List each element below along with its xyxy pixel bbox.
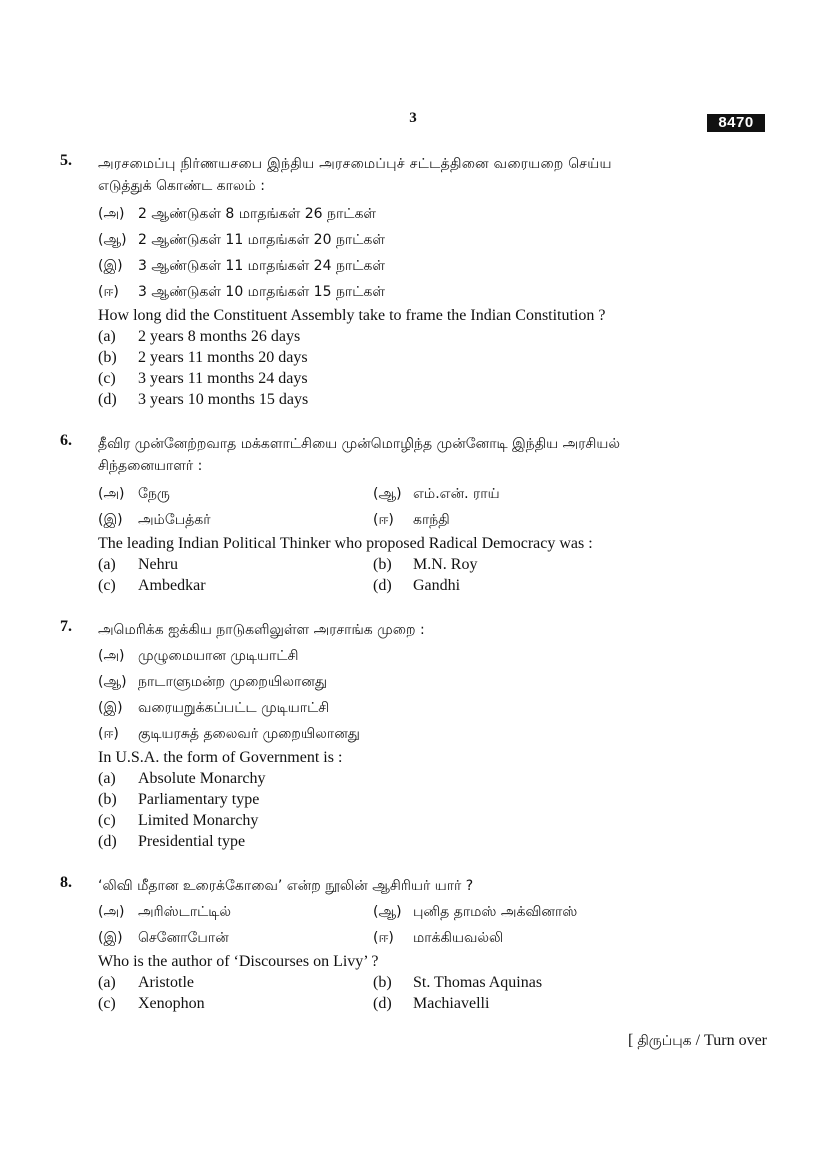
- tamil-option: (இ) 3 ஆண்டுகள் 11 மாதங்கள் 24 நாட்கள்: [98, 258, 385, 274]
- tamil-option: (இ) வரையறுக்கப்பட்ட முடியாட்சி: [98, 700, 330, 716]
- english-question: In U.S.A. the form of Government is :: [98, 749, 343, 766]
- tamil-option: (அ) 2 ஆண்டுகள் 8 மாதங்கள் 26 நாட்கள்: [98, 206, 377, 222]
- tamil-question: [98, 151, 770, 199]
- question-number: 8.: [60, 874, 72, 891]
- tamil-options: [98, 643, 770, 747]
- tamil-option: (ஈ) மாக்கியவல்லி: [373, 930, 504, 946]
- english-question: Who is the author of ‘Discourses on Livy’ ?: [98, 953, 379, 970]
- english-option: (d) Machiavelli: [373, 995, 490, 1012]
- tamil-option: (ஆ) நாடாளுமன்ற முறையிலானது: [98, 674, 327, 690]
- tamil-option: (அ) முழுமையான முடியாட்சி: [98, 648, 299, 664]
- footer-separator: /: [695, 1032, 701, 1049]
- english-option: (c) Xenophon: [98, 995, 205, 1012]
- english-option: (d) 3 years 10 months 15 days: [98, 391, 309, 408]
- tamil-option: (இ) அம்பேத்கர்: [98, 512, 211, 528]
- english-option: (b) St. Thomas Aquinas: [373, 974, 543, 991]
- tamil-question: [98, 431, 770, 479]
- tamil-options: [98, 201, 770, 305]
- tamil-question: [98, 617, 770, 643]
- tamil-options: [98, 481, 770, 533]
- tamil-question: [98, 873, 770, 899]
- english-option: (a) Nehru: [98, 556, 178, 573]
- english-option: (a) 2 years 8 months 26 days: [98, 328, 301, 345]
- tamil-question-line: ‘லிவி மீதான உரைக்கோவை’ என்ற நூலின் ஆசிரியர் யார் ?: [98, 878, 474, 894]
- tamil-option: (ஈ) குடியரசுத் தலைவர் முறையிலானது: [98, 726, 360, 742]
- question-number: 5.: [60, 152, 72, 169]
- english-option: (c) 3 years 11 months 24 days: [98, 370, 308, 387]
- english-option: (d) Gandhi: [373, 577, 461, 594]
- paper-code-badge: 8470: [707, 114, 765, 132]
- tamil-option: (ஆ) 2 ஆண்டுகள் 11 மாதங்கள் 20 நாட்கள்: [98, 232, 385, 248]
- tamil-option: (அ) அரிஸ்டாட்டில்: [98, 904, 232, 920]
- tamil-option: (அ) நேரு: [98, 486, 170, 502]
- english-option: (c) Ambedkar: [98, 577, 206, 594]
- footer-english: Turn over: [704, 1032, 767, 1049]
- tamil-option: (ஈ) 3 ஆண்டுகள் 10 மாதங்கள் 15 நாட்கள்: [98, 284, 385, 300]
- english-option: (c) Limited Monarchy: [98, 812, 259, 829]
- tamil-option: (ஆ) எம்.என். ராய்: [373, 486, 500, 502]
- tamil-question-line: சிந்தனையாளர் :: [98, 458, 203, 474]
- english-option: (b) Parliamentary type: [98, 791, 260, 808]
- footer-tamil: திருப்புக: [637, 1033, 692, 1049]
- english-option: (a) Absolute Monarchy: [98, 770, 266, 787]
- tamil-option: (ஈ) காந்தி: [373, 512, 450, 528]
- tamil-option: (இ) செனோபோன்: [98, 930, 229, 946]
- english-question: How long did the Constituent Assembly take to frame the Indian Constitution ?: [98, 307, 606, 324]
- english-option: (d) Presidential type: [98, 833, 246, 850]
- tamil-question-line: அமெரிக்க ஐக்கிய நாடுகளிலுள்ள அரசாங்க முறை :: [98, 622, 425, 638]
- turn-over-note: [628, 1032, 767, 1051]
- tamil-option: (ஆ) புனித தாமஸ் அக்வினாஸ்: [373, 904, 578, 920]
- footer-bracket: [: [628, 1032, 634, 1049]
- english-option: (b) 2 years 11 months 20 days: [98, 349, 308, 366]
- page-number: 3: [409, 110, 417, 126]
- tamil-question-line: அரசமைப்பு நிர்ணயசபை இந்திய அரசமைப்புச் சட்டத்தினை வரையறை செய்ய: [98, 156, 612, 172]
- tamil-question-line: எடுத்துக் கொண்ட காலம் :: [98, 178, 265, 194]
- english-question: The leading Indian Political Thinker who proposed Radical Democracy was :: [98, 535, 593, 552]
- english-option: (b) M.N. Roy: [373, 556, 478, 573]
- question-number: 6.: [60, 432, 72, 449]
- question-number: 7.: [60, 618, 72, 635]
- english-option: (a) Aristotle: [98, 974, 194, 991]
- tamil-question-line: தீவிர முன்னேற்றவாத மக்களாட்சியை முன்மொழிந்த முன்னோடி இந்திய அரசியல்: [98, 436, 621, 452]
- tamil-options: [98, 899, 770, 951]
